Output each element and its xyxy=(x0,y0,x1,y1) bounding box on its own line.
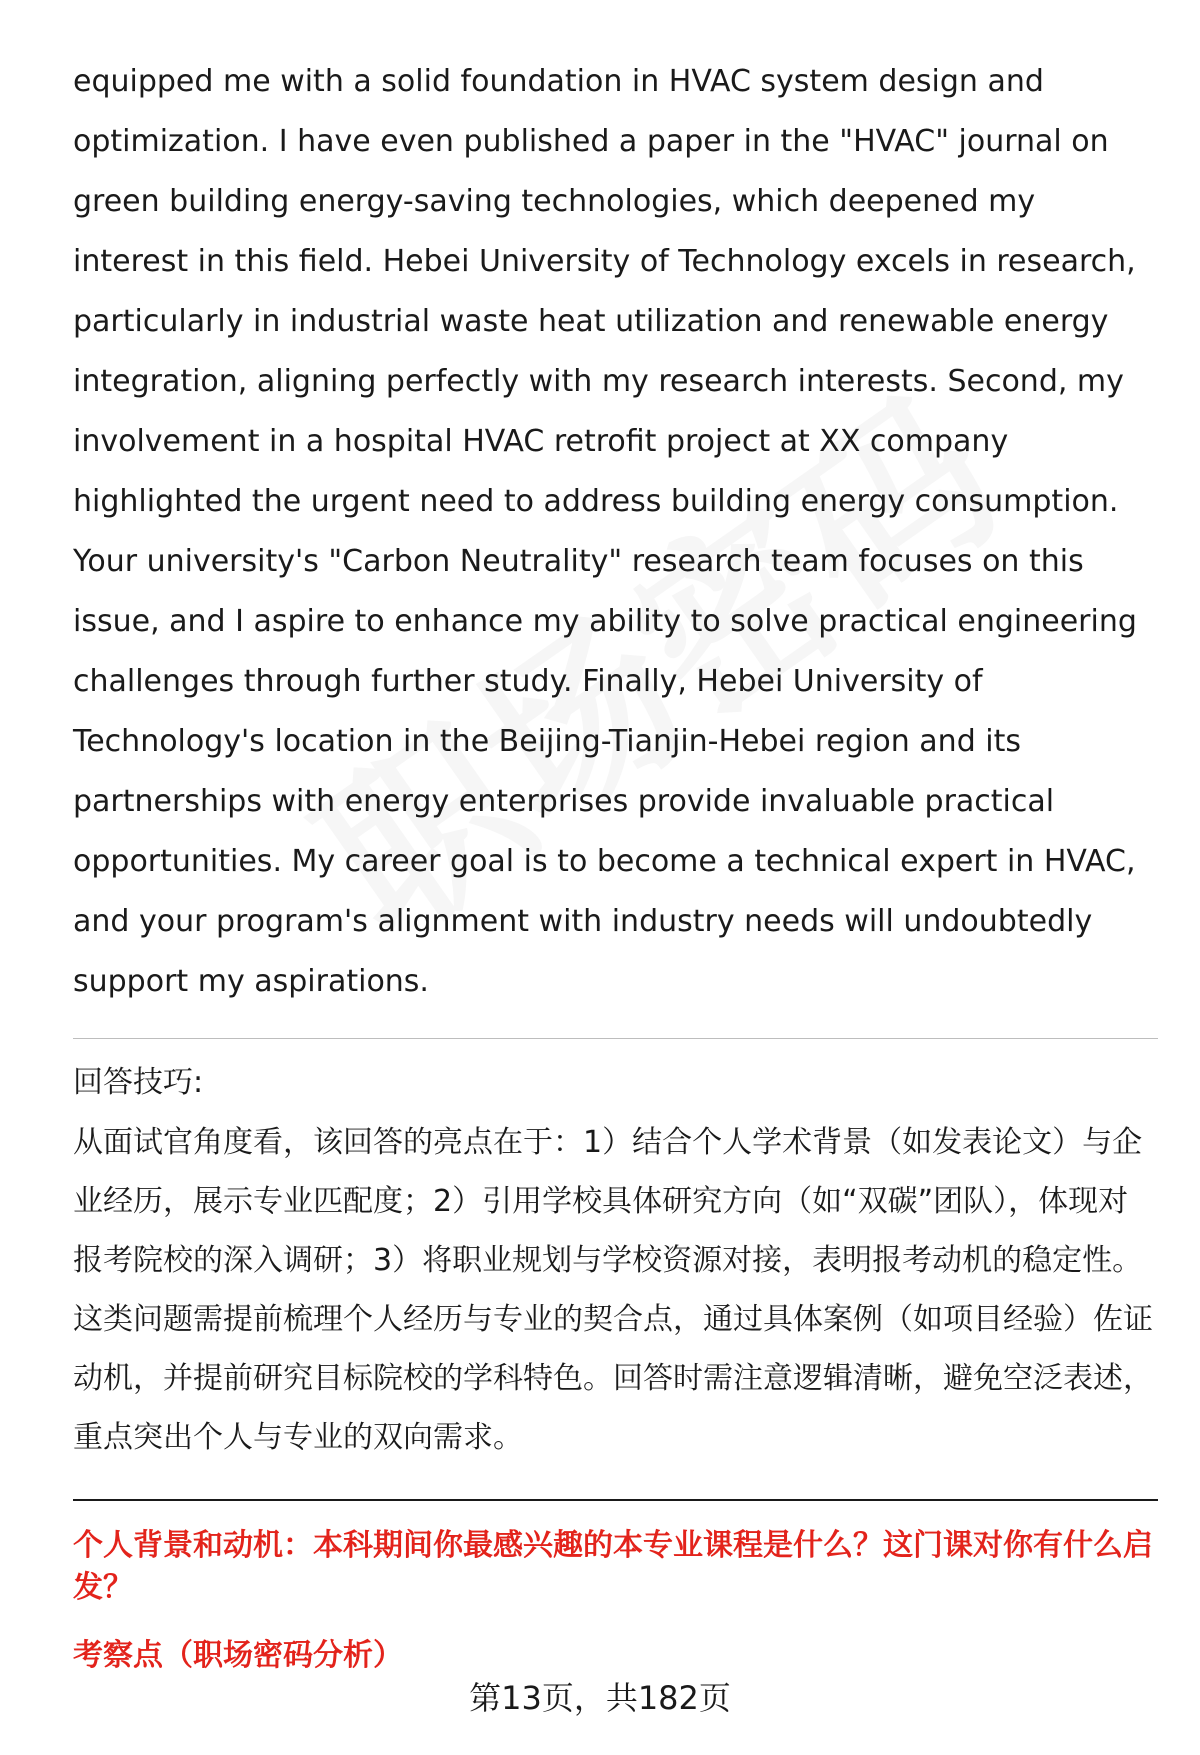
tips-paragraph: 从面试官角度看，该回答的亮点在于：1）结合个人学术背景（如发表论文）与企业经历，展示专业匹配度；2）引用学校具体研究方向（如“双碳”团队），体现对报考院校的深入调研；3）将职业规划与学校资源对接，表明报考动机的稳定性。这类问题需提前梳理个人经历与专业的契合点，通过具体案例（如项目经验）佐证动机，并提前研究目标院校的学科特色。回答时需注意逻辑清晰，避免空泛表述，重点突出个人与专业的双向需求。 xyxy=(73,1125,1153,1455)
tips-heading: 回答技巧: xyxy=(73,1065,204,1100)
question-divider xyxy=(73,1499,1158,1501)
question-heading: 个人背景和动机：本科期间你最感兴趣的本专业课程是什么？这门课对你有什么启发？ xyxy=(73,1528,1153,1605)
focus-heading: 考察点（职场密码分析） xyxy=(73,1638,403,1673)
section-divider xyxy=(73,1038,1158,1039)
page-number: 第13页，共182页 xyxy=(469,1679,731,1717)
document-page xyxy=(73,52,1158,1677)
answer-paragraph: equipped me with a solid foundation in HVAC system design and optimization. I have even published a paper in the "HVAC" journal on green building energy-saving technologies, which deepened my interest in this field. Hebei University of Technology excels in research, particularly in industrial waste heat utilization and renewable energy integration, aligning perfectly with my research interests. Second, my involvement in a hospital HVAC retrofit project at XX company highlighted the urgent need to address building energy consumption. Your university's "Carbon Neutrality" research team focuses on this issue, and I aspire to enhance my ability to solve practical engineering challenges through further study. Finally, Hebei University of Technology's location in the Beijing-Tianjin-Hebei region and its partnerships with energy enterprises provide invaluable practical opportunities. My career goal is to become a technical expert in HVAC, and your program's alignment with industry needs will undoubtedly support my aspirations. xyxy=(73,64,1137,999)
